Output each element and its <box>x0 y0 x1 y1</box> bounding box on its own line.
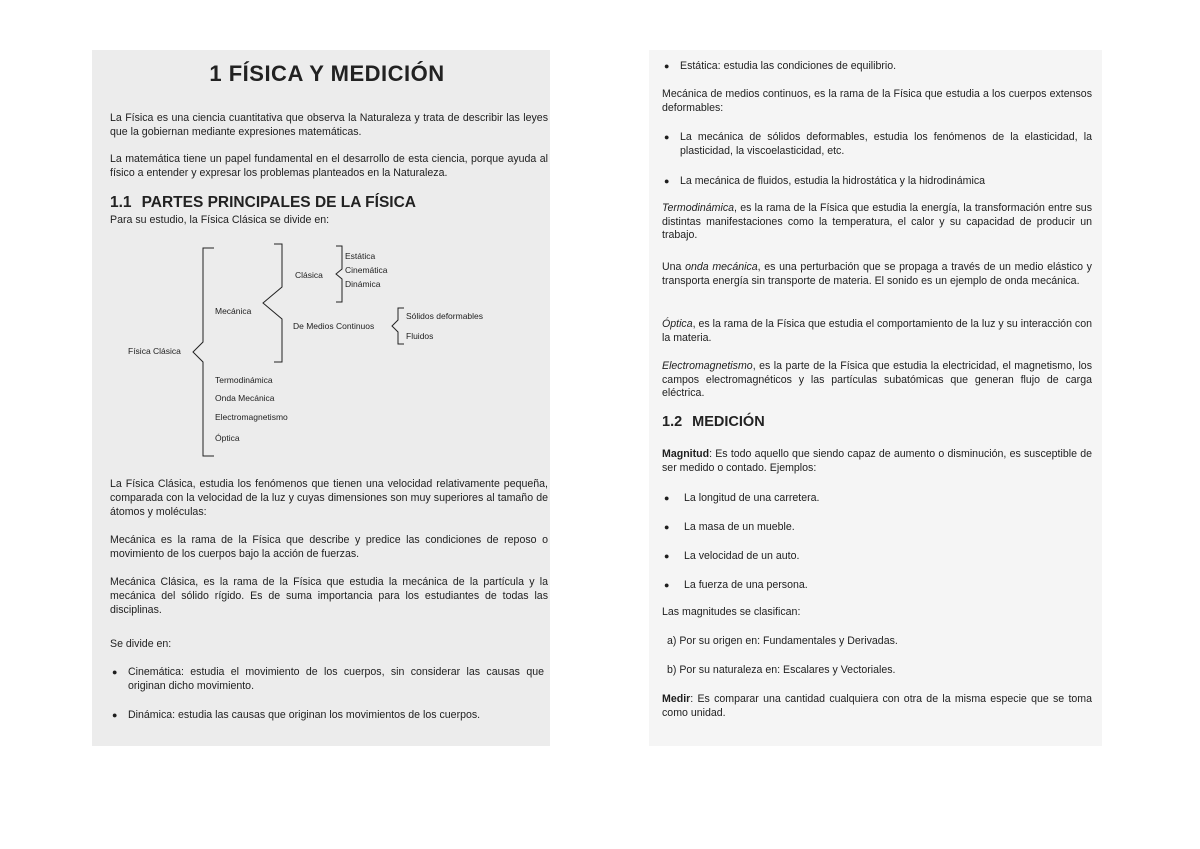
bullet-icon: ● <box>664 522 670 532</box>
list-item: ● La longitud de una carretera. <box>664 492 820 504</box>
diagram-fluidos-label: Fluidos <box>406 331 434 341</box>
section-title: MEDICIÓN <box>692 414 765 430</box>
bullet-icon: ● <box>664 493 670 503</box>
diagram-mecanica-label: Mecánica <box>215 306 252 316</box>
intro-paragraph-1: La Física es una ciencia cuantitativa que observa la Naturaleza y trata de describir las leyes que la gobiernan mediante expresiones matemáticas. <box>110 112 548 138</box>
diagram-clasica-label: Clásica <box>295 270 323 280</box>
list-item: ● Dinámica: estudia las causas que originan los movimientos de los cuerpos. <box>112 709 481 721</box>
brace-fisica-clasica <box>193 248 214 456</box>
magnitud-paragraph: Magnitud: Es todo aquello que siendo capaz de aumento o disminución, es susceptible de ser medido o contado. Ejemplos: <box>662 448 1092 474</box>
bullet-icon: ● <box>664 61 670 71</box>
diagram-termodinamica-label: Termodinámica <box>215 375 273 385</box>
intro-paragraph-2: La matemática tiene un papel fundamental en el desarrollo de esta ciencia, porque ayuda al físico a entender y expresar los problemas planteados en la Naturaleza. <box>110 153 548 179</box>
mecanica-clasica-paragraph: Mecánica Clásica, es la rama de la Física que estudia la mecánica de la partícula y la mecánica del sólido rígido. Es de suma importancia para los estudiantes de todas las disciplinas. <box>110 576 548 616</box>
section-number: 1.2 <box>662 414 683 430</box>
list-item: ● Cinemática: estudia el movimiento de los cuerpos, sin considerar las causas que originan dicho movimiento. <box>112 666 544 692</box>
bullet-icon: ● <box>112 710 118 720</box>
diagram-electro-label: Electromagnetismo <box>215 412 288 422</box>
section-heading-1-1 <box>110 194 426 212</box>
classification-diagram <box>92 230 550 470</box>
bullet-icon: ● <box>664 176 670 186</box>
section-heading-1-2 <box>662 414 775 430</box>
list-item: ● La fuerza de una persona. <box>664 579 808 591</box>
diagram-onda-label: Onda Mecánica <box>215 393 275 403</box>
electromagnetismo-paragraph: Electromagnetismo, es la parte de la Física que estudia la electricidad, el magnetismo, los campos electromagnéticos y las partículas subatómicas que generan flujo de carga eléctrica. <box>662 360 1092 399</box>
fisica-clasica-paragraph: La Física Clásica, estudia los fenómenos que tienen una velocidad relativamente pequeña, comparada con la velocidad de la luz y cuyas dimensiones son muy superiores al tamaño de átomos y moléculas: <box>110 478 548 518</box>
list-item: ● La masa de un mueble. <box>664 521 795 533</box>
clasifican-text: Las magnitudes se clasifican: <box>662 606 801 618</box>
brace-medios <box>392 308 404 344</box>
bullet-icon: ● <box>112 667 118 677</box>
list-item: ● Estática: estudia las condiciones de equilibrio. <box>664 60 897 72</box>
bullet-icon: ● <box>664 551 670 561</box>
diagram-dinamica-label: Dinámica <box>345 279 381 289</box>
list-item: ● La mecánica de sólidos deformables, estudia los fenómenos de la elasticidad, la plasticidad, la viscoelasticidad, etc. <box>664 131 1092 157</box>
bullet-icon: ● <box>664 580 670 590</box>
optica-paragraph: Óptica, es la rama de la Física que estudia el comportamiento de la luz y su interacción con la materia. <box>662 318 1092 344</box>
class-item-origen: a) Por su origen en: Fundamentales y Derivadas. <box>667 635 898 647</box>
diagram-solidos-label: Sólidos deformables <box>406 311 484 321</box>
brace-clasica <box>336 246 342 302</box>
section-title: PARTES PRINCIPALES DE LA FÍSICA <box>141 194 416 211</box>
list-item: ● La mecánica de fluidos, estudia la hidrostática y la hidrodinámica <box>664 175 986 187</box>
chapter-title: 1 FÍSICA Y MEDICIÓN <box>209 61 445 86</box>
bullet-icon: ● <box>664 132 670 142</box>
diagram-root-label: Física Clásica <box>128 346 181 356</box>
se-divide-text: Se divide en: <box>110 638 172 650</box>
section-number: 1.1 <box>110 194 132 211</box>
medir-paragraph: Medir: Es comparar una cantidad cualquiera con otra de la misma especie que se toma como unidad. <box>662 693 1092 719</box>
medios-paragraph: Mecánica de medios continuos, es la rama de la Física que estudia a los cuerpos extensos deformables: <box>662 88 1092 114</box>
class-item-naturaleza: b) Por su naturaleza en: Escalares y Vectoriales. <box>667 664 896 676</box>
diagram-optica-label: Óptica <box>215 433 240 443</box>
division-intro: Para su estudio, la Física Clásica se divide en: <box>110 214 330 226</box>
left-page <box>92 50 550 746</box>
diagram-cinematica-label: Cinemática <box>345 265 388 275</box>
right-page <box>649 50 1102 746</box>
mecanica-paragraph: Mecánica es la rama de la Física que describe y predice las condiciones de reposo o movimiento de los cuerpos bajo la acción de fuerzas. <box>110 534 548 560</box>
onda-paragraph: Una onda mecánica, es una perturbación que se propaga a través de un medio elástico y transporta energía sin transporte de materia. El sonido es un ejemplo de onda mecánica. <box>662 261 1092 287</box>
brace-mecanica <box>263 244 282 362</box>
diagram-estatica-label: Estática <box>345 251 376 261</box>
diagram-medios-label: De Medios Continuos <box>293 321 375 331</box>
termodinamica-paragraph: Termodinámica, es la rama de la Física que estudia la energía, la transformación entre sus distintas manifestaciones como la temperatura, el calor y su capacidad de producir un trabajo. <box>662 202 1092 241</box>
list-item: ● La velocidad de un auto. <box>664 550 800 562</box>
